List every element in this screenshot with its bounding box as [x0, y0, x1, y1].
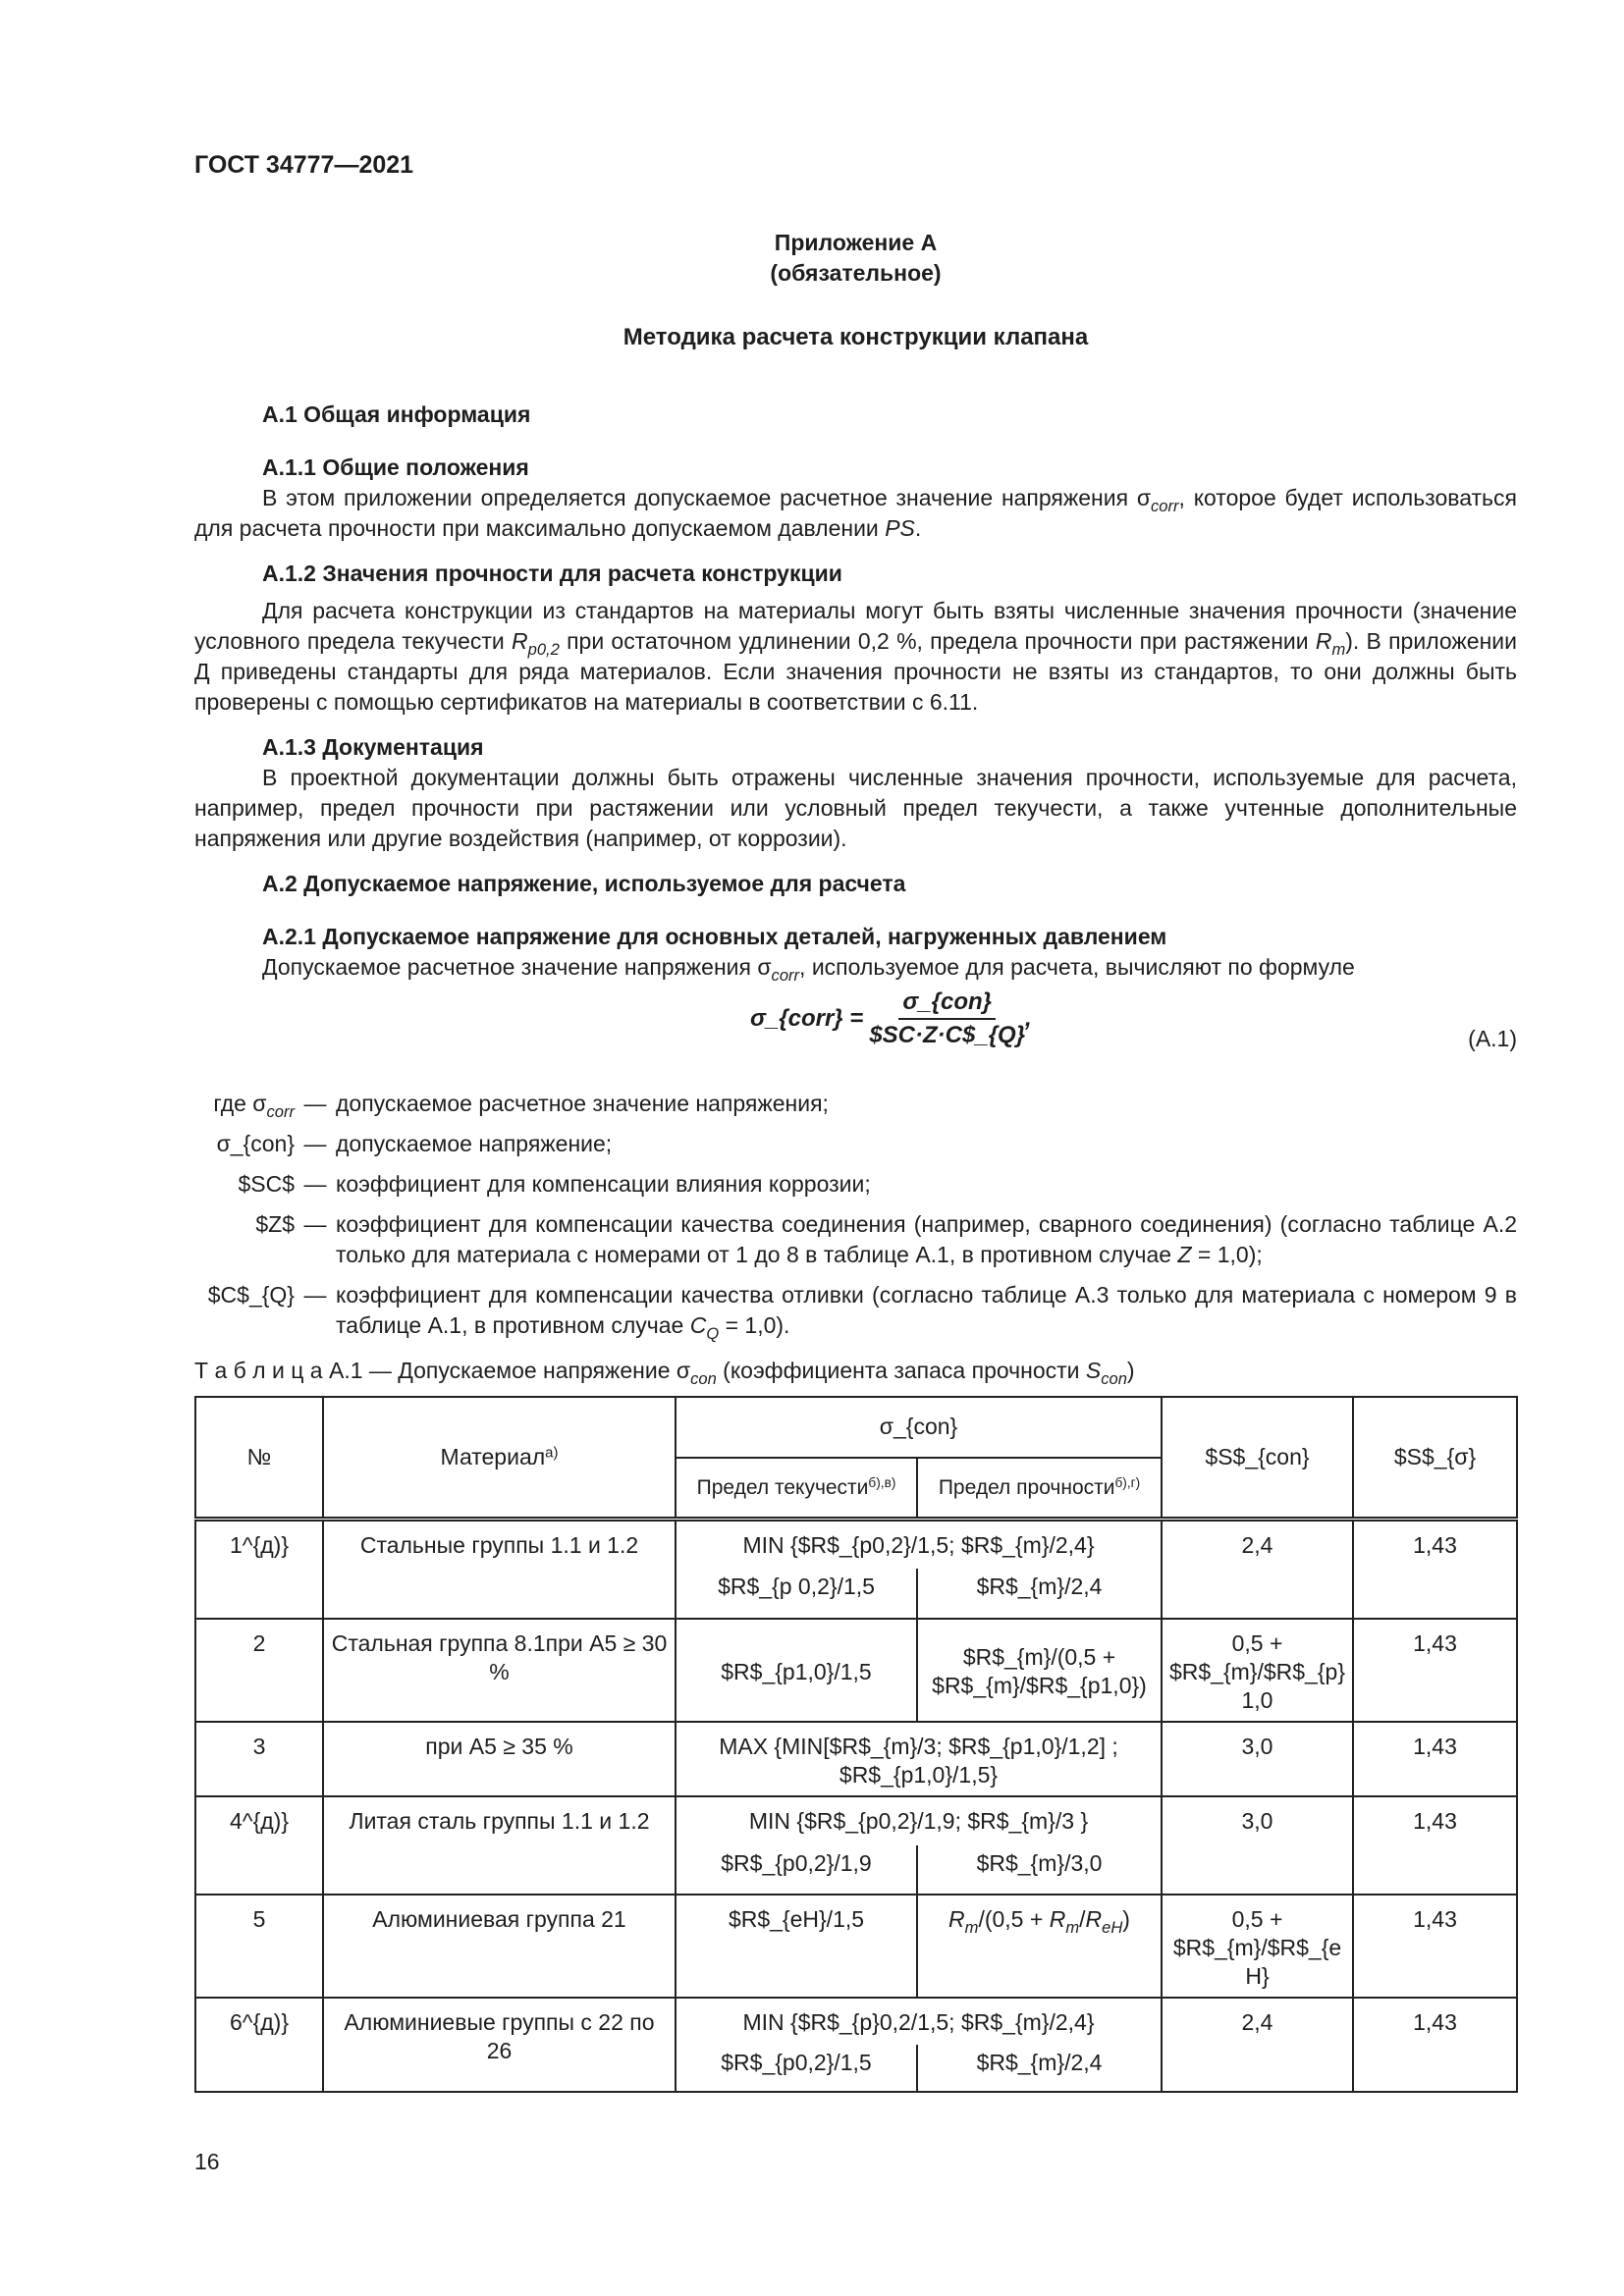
cell-scon: 0,5 + $R$_{m}/$R$_{p} 1,0 — [1162, 1619, 1353, 1722]
section-a11-text: В этом приложении определяется допускаемое расчетное значение напряжения $\sigma_{corr}$, которое будет использоваться для расчета прочности при максимально допускаемом давлении PS. — [194, 485, 1517, 542]
dash: — — [303, 1090, 327, 1116]
header-no: № — [195, 1397, 323, 1520]
section-a13-heading: А.1.3 Документация — [262, 733, 484, 760]
page-number: 16 — [194, 2148, 220, 2174]
cell-no: 2 — [195, 1619, 323, 1722]
cell-ssigma: 1,43 — [1353, 1520, 1517, 1619]
cell-yield: $R$_{p 0,2}/1,5 — [676, 1569, 917, 1619]
cell-scon: 2,4 — [1162, 1998, 1353, 2092]
table-row — [195, 1895, 1517, 1998]
cell-yield: $R$_{p0,2}/1,5 — [676, 2045, 917, 2092]
section-a12-heading: А.1.2 Значения прочности для расчета конструкции — [262, 560, 842, 586]
where-symbol: $C$_{Q} — [207, 1281, 295, 1308]
cell-yield: $R$_{p0,2}/1,9 — [676, 1845, 917, 1895]
where-symbol: σ_{con} — [216, 1130, 295, 1156]
cell-yield: $R$_{eH}/1,5 — [676, 1895, 917, 1998]
cell-material: при А5 ≥ 35 % — [323, 1722, 676, 1796]
cell-no: 1^{д)} — [195, 1520, 323, 1619]
cell-combined: MIN {$R$_{p0,2}/1,5; $R$_{m}/2,4} — [676, 1520, 1162, 1569]
cell-material: Стальные группы 1.1 и 1.2 — [323, 1520, 676, 1619]
cell-scon: 3,0 — [1162, 1722, 1353, 1796]
cell-yield: $R$_{p1,0}/1,5 — [676, 1619, 917, 1722]
formula-number: (А.1) — [1468, 1025, 1517, 1051]
cell-strength: $R$_{m}/2,4 — [917, 2045, 1162, 2092]
section-a2-heading: А.2 Допускаемое напряжение, используемое для расчета — [262, 870, 906, 896]
where-description: коэффициент для компенсации влияния коррозии; — [336, 1170, 871, 1197]
cell-combined: MAX {MIN[$R$_{m}/3; $R$_{p1,0}/1,2] ; $R$_{p1,0}/1,5} — [676, 1722, 1162, 1796]
header-material: Материал$^{а)}$ — [323, 1397, 676, 1520]
formula-lhs: σ_{corr} = — [750, 1004, 864, 1032]
where-description: допускаемое расчетное значение напряжения; — [336, 1090, 829, 1116]
allowable-stress-table — [194, 1396, 1518, 2093]
table-caption: Т а б л и ц а А.1 — Допускаемое напряжение $\sigma_{con}$ (коэффициента запаса прочности $S_{con}$) — [194, 1357, 1135, 1388]
where-item — [194, 1209, 1517, 1270]
header-yield: Предел текучести$^{б),в)}$ — [676, 1458, 917, 1520]
cell-strength: $R$_{m}/2,4 — [917, 1569, 1162, 1619]
document-id: ГОСТ 34777—2021 — [194, 151, 414, 179]
where-description: коэффициент для компенсации качества соединения (например, сварного соединения) (согласно таблице А.2 только для материала с номерами от 1 до 8 в таблице А.1, в противном случае Z = 1,0); — [336, 1210, 1517, 1267]
cell-ssigma: 1,43 — [1353, 1895, 1517, 1998]
dash: — — [303, 1170, 327, 1197]
where-description: коэффициент для компенсации качества отливки (согласно таблице А.3 только для материала с номером 9 в таблице А.1, в противном случае $C_Q = 1,0$). — [336, 1281, 1517, 1343]
cell-material: Алюминиевая группа 21 — [323, 1895, 676, 1998]
formula-numerator: σ_{con} — [898, 988, 996, 1020]
table-row — [195, 1722, 1517, 1796]
where-symbol: где $\sigma_{corr}$ — [213, 1090, 295, 1121]
table-row — [195, 1796, 1517, 1845]
cell-scon: 2,4 — [1162, 1520, 1353, 1619]
formula-comma: , — [1025, 1004, 1032, 1032]
appendix-heading: Методика расчета конструкции клапана — [623, 324, 1089, 350]
page-content — [194, 150, 1517, 2177]
formula-denominator: $SC·Z·C$_{Q} — [869, 1021, 1026, 1048]
dash: — — [303, 1281, 327, 1308]
where-item — [194, 1169, 1517, 1200]
header-ssigma: $S$_{σ} — [1353, 1397, 1517, 1520]
table-row — [195, 1998, 1517, 2045]
where-description: допускаемое напряжение; — [336, 1130, 613, 1156]
formula-fraction — [869, 988, 1025, 1050]
cell-combined: MIN {$R$_{p0,2}/1,9; $R$_{m}/3 } — [676, 1796, 1162, 1845]
header-strength: Предел прочности$^{б),г)}$ — [917, 1458, 1162, 1520]
cell-combined: MIN {$R$_{p}0,2/1,5; $R$_{m}/2,4} — [676, 1998, 1162, 2045]
appendix-status: (обязательное) — [770, 260, 942, 286]
where-item — [194, 1129, 1517, 1159]
where-item — [194, 1089, 1517, 1119]
cell-material: Алюминиевые группы с 22 по 26 — [323, 1998, 676, 2092]
where-symbol: $SC$ — [238, 1170, 295, 1197]
cell-no: 5 — [195, 1895, 323, 1998]
cell-no: 3 — [195, 1722, 323, 1796]
header-sigma-con: σ_{con} — [676, 1397, 1162, 1458]
header-scon: $S$_{con} — [1162, 1397, 1353, 1520]
where-symbol: $Z$ — [255, 1210, 295, 1237]
table-row — [195, 1520, 1517, 1569]
cell-strength: $R$_{m}/(0,5 + $R$_{m}/$R$_{p1,0}) — [917, 1619, 1162, 1722]
cell-material: Стальная группа 8.1при А5 ≥ 30 % — [323, 1619, 676, 1722]
where-item — [194, 1280, 1517, 1341]
cell-strength: $R_m/(0,5 + R_m/R_{eH})$ — [917, 1895, 1162, 1998]
section-a1-heading: А.1 Общая информация — [262, 401, 531, 427]
cell-ssigma: 1,43 — [1353, 1998, 1517, 2092]
dash: — — [303, 1130, 327, 1156]
section-a12-text: Для расчета конструкции из стандартов на материалы могут быть взяты численные значения прочности (значение условного предела текучести $R_{p0,2}$ при остаточном удлинении 0,2 %, предела прочности при растяжении $R_m$). В приложении Д приведены стандарты для ряда материалов. Если значения прочности не взяты из стандартов, то они должны быть проверены с помощью сертификатов на материалы в соответствии с 6.11. — [194, 597, 1517, 716]
cell-material: Литая сталь группы 1.1 и 1.2 — [323, 1796, 676, 1895]
cell-scon: 0,5 + $R$_{m}/$R$_{eH} — [1162, 1895, 1353, 1998]
cell-ssigma: 1,43 — [1353, 1619, 1517, 1722]
section-a13-text: В проектной документации должны быть отражены численные значения прочности, используемые для расчета, например, предел прочности при растяжении или условный предел текучести, а также учтенные дополнительные напряжения или другие воздействия (например, от коррозии). — [194, 764, 1517, 852]
table-header-row — [195, 1397, 1517, 1458]
cell-ssigma: 1,43 — [1353, 1796, 1517, 1895]
formula-a1 — [750, 988, 1032, 1050]
cell-scon: 3,0 — [1162, 1796, 1353, 1895]
section-a21-heading: А.2.1 Допускаемое напряжение для основных деталей, нагруженных давлением — [262, 923, 1167, 949]
appendix-title: Приложение А — [774, 230, 938, 255]
dash: — — [303, 1210, 327, 1237]
section-a21-text: Допускаемое расчетное значение напряжения $\sigma_{corr}$, используемое для расчета, вычисляют по формуле — [262, 953, 1355, 985]
cell-no: 4^{д)} — [195, 1796, 323, 1895]
where-list — [194, 1089, 1517, 1341]
cell-no: 6^{д)} — [195, 1998, 323, 2092]
formula-row — [194, 988, 1517, 1052]
section-a11-heading: А.1.1 Общие положения — [262, 454, 529, 480]
cell-ssigma: 1,43 — [1353, 1722, 1517, 1796]
table-row — [195, 1619, 1517, 1722]
cell-strength: $R$_{m}/3,0 — [917, 1845, 1162, 1895]
